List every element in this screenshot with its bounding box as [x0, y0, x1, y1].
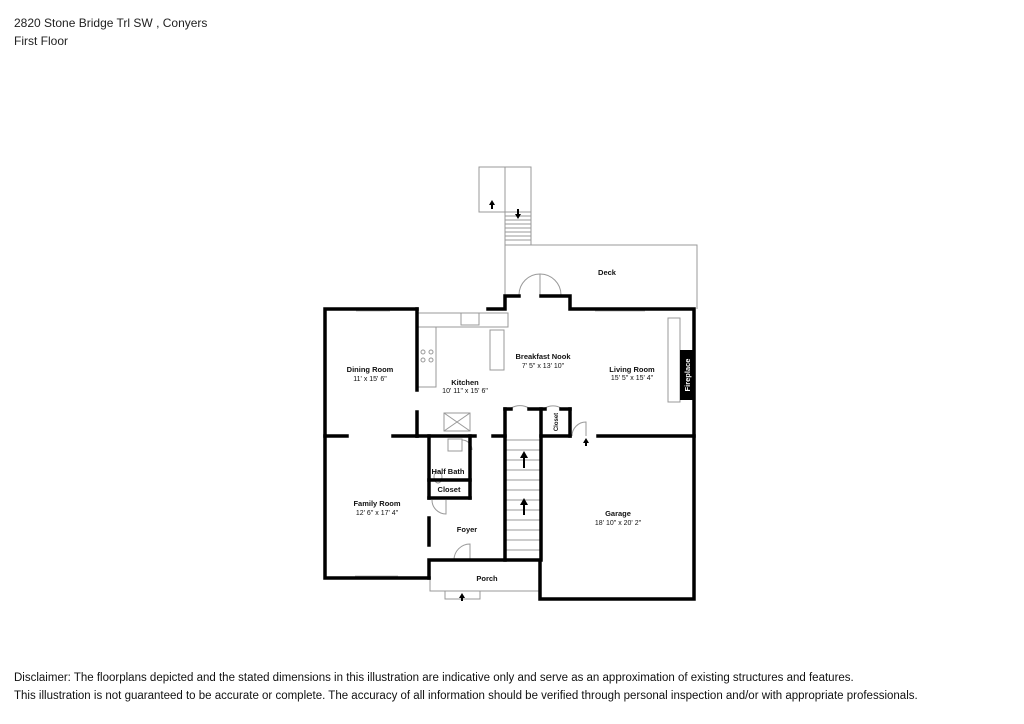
breakfast-nook-label: Breakfast Nook: [515, 352, 571, 361]
closet-label: Closet: [437, 485, 461, 494]
kitchen-dims: 10' 11" x 15' 6": [442, 388, 488, 395]
sink-icon: [461, 313, 479, 325]
kitchen-counter-left: [416, 327, 436, 387]
living-room-dims: 15' 5" x 15' 4": [610, 375, 654, 382]
porch-label: Porch: [476, 574, 498, 583]
breakfast-nook-dims: 7' 5" x 13' 10": [521, 363, 565, 370]
garage-dims: 18' 10" x 20' 2": [594, 520, 642, 527]
kitchen-label: Kitchen: [451, 378, 479, 387]
garage-label: Garage: [605, 509, 631, 518]
family-room-dims: 12' 6" x 17' 4": [355, 510, 399, 517]
walls: [325, 296, 694, 599]
stairs-up-arrow-icon-2: [520, 498, 528, 505]
garage-entry-arrow-icon: [583, 438, 589, 443]
entry-arrow-icon: [459, 593, 465, 598]
property-address: 2820 Stone Bridge Trl SW , Conyers: [14, 16, 208, 30]
up-arrow-icon: [489, 200, 495, 205]
bath-sink-icon: [448, 439, 462, 451]
arrows: [456, 200, 589, 601]
dining-room-label: Dining Room: [346, 365, 394, 374]
living-room-label: Living Room: [609, 365, 655, 374]
floor-label: First Floor: [14, 34, 68, 48]
hearth: [668, 318, 680, 402]
deck-label: Deck: [598, 268, 616, 277]
kitchen-island: [490, 330, 504, 370]
dining-room-dims: 11' x 15' 6": [353, 376, 387, 383]
fireplace-label: Fireplace: [683, 358, 692, 392]
deck-outline: [505, 245, 697, 309]
half-bath-label: Half Bath: [431, 467, 465, 476]
disclaimer-line-1: Disclaimer: The floorplans depicted and the stated dimensions in this illustration are indicative only and serve as an approximation of existing structures and features.: [14, 672, 854, 684]
thin-lines: [355, 167, 697, 599]
disclaimer-line-2: This illustration is not guaranteed to be accurate or complete. The accuracy of all information should be verified through personal inspection and/or with appropriate professionals.: [14, 690, 918, 702]
foyer-label: Foyer: [456, 525, 478, 534]
family-room-label: Family Room: [353, 499, 401, 508]
closet-vertical-label: Closet: [554, 412, 560, 432]
stairs-up-arrow-icon: [520, 451, 528, 458]
